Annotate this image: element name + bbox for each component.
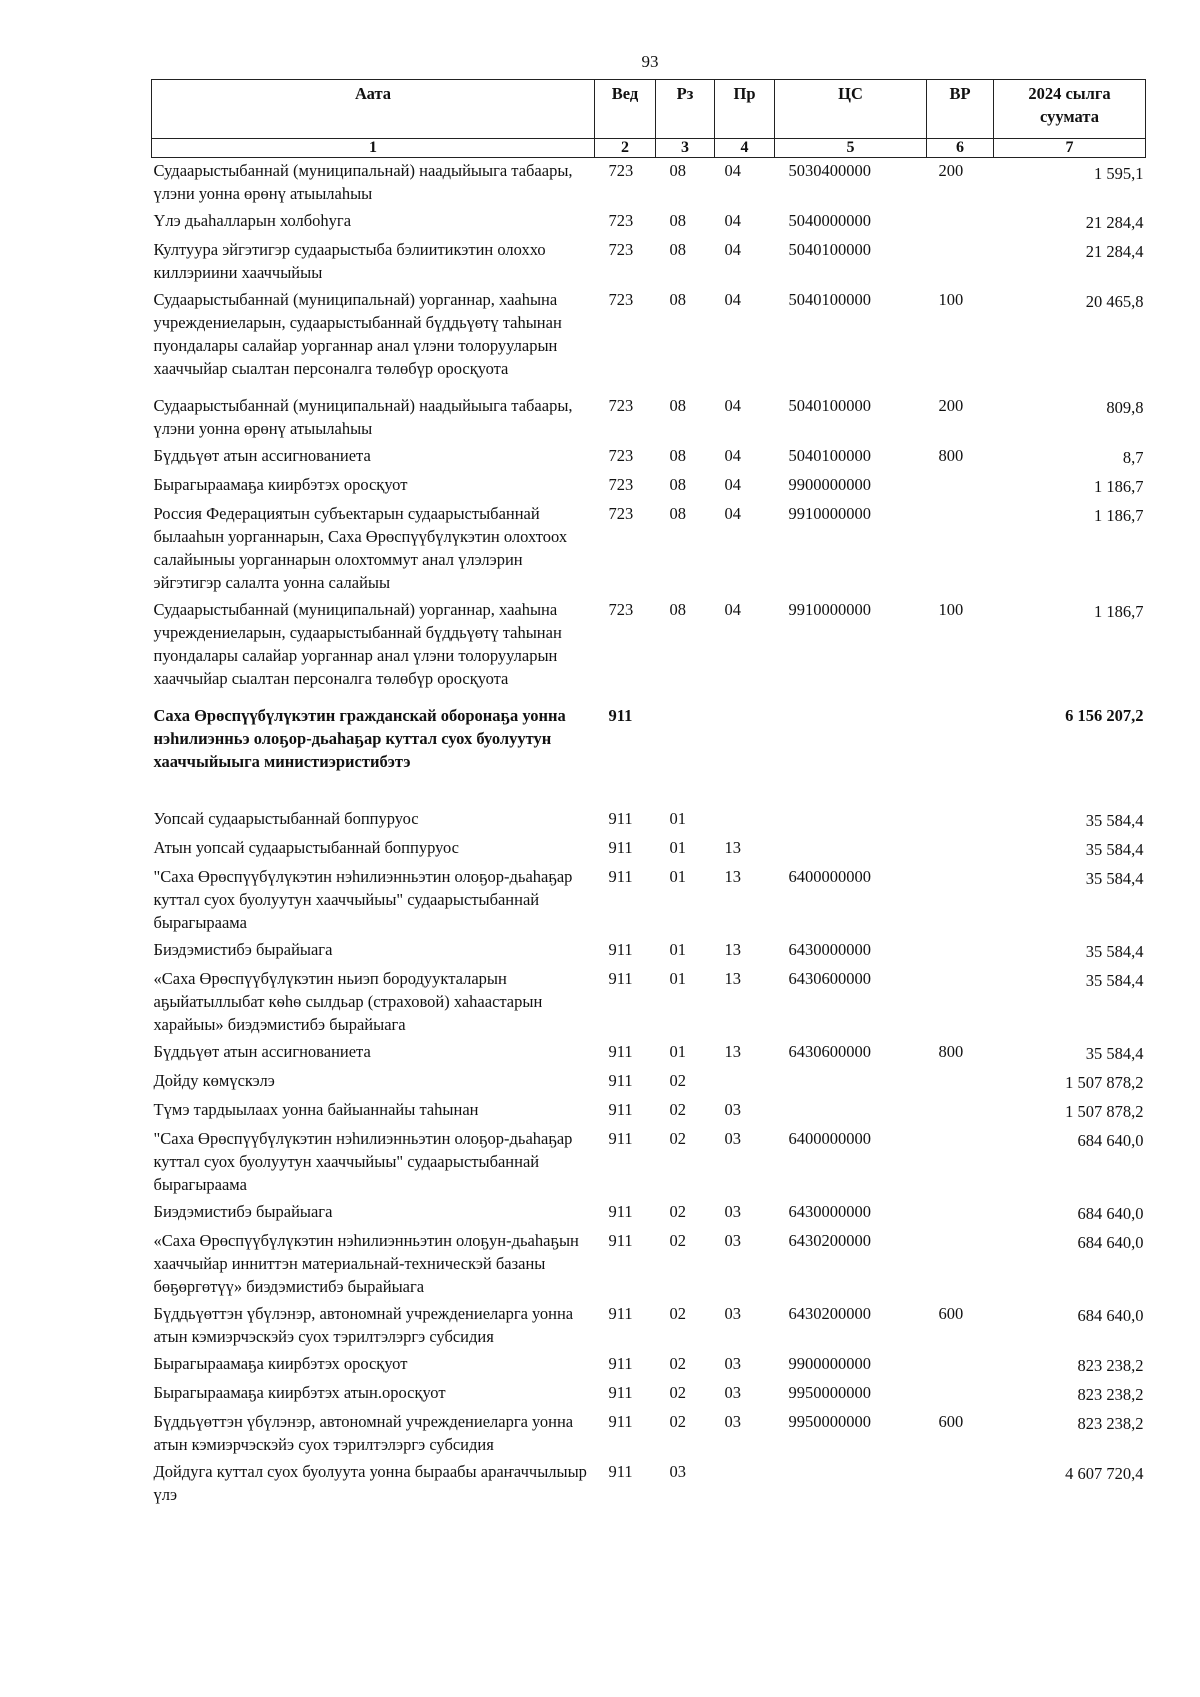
cell-rz: 02 [669, 1231, 686, 1250]
header-ved: Вед [595, 80, 656, 139]
column-number: 6 [927, 139, 994, 158]
cell-cs: 9900000000 [788, 475, 871, 494]
cell-sum: 823 238,2 [1077, 1356, 1144, 1375]
cell-cs: 6430600000 [788, 1042, 871, 1061]
cell-name: Бүддьүөттэн үбүлэнэр, автономнай учреждениеларга уонна атын кэмиэрчэскэйэ суох тэрилтэлэргэ субсидия [153, 1412, 574, 1454]
cell-name: Россия Федерациятын субъектарын судаарыстыбаннай былааһын уорганнарын, Саха Өрөспүүбүлүкэтин олохтоох салайыныы уорганнарын олохтоммут анал үлэлэрин эйгэтигэр салалта уонна салайыы [153, 504, 568, 592]
cell-rz: 08 [669, 446, 686, 465]
cell-sum: 35 584,4 [1085, 869, 1144, 888]
cell-sum: 21 284,4 [1085, 213, 1144, 232]
header-pr: Пр [715, 80, 775, 139]
header-sum: 2024 сылга суумата [994, 80, 1146, 139]
cell-vr: 200 [938, 161, 964, 180]
header-rz: Рз [656, 80, 715, 139]
cell-vr [927, 702, 994, 805]
cell-pr: 04 [724, 446, 741, 465]
cell-pr: 03 [724, 1354, 741, 1373]
table-row [152, 1379, 1146, 1408]
cell-vr [927, 207, 994, 236]
cell-pr [715, 1067, 775, 1096]
cell-sum: 684 640,0 [1077, 1233, 1144, 1252]
cell-cs: 9900000000 [788, 1354, 871, 1373]
cell-vr [927, 965, 994, 1038]
cell-vr: 800 [938, 1042, 964, 1061]
cell-rz: 08 [669, 240, 686, 259]
cell-cs: 5040100000 [788, 290, 871, 309]
cell-sum: 809,8 [1106, 398, 1144, 417]
cell-sum: 1 507 878,2 [1065, 1073, 1144, 1092]
cell-ved: 723 [608, 240, 634, 259]
cell-ved: 723 [608, 475, 634, 494]
cell-pr: 03 [724, 1202, 741, 1221]
cell-vr: 600 [938, 1412, 964, 1431]
cell-ved: 911 [608, 940, 633, 959]
cell-name: Култуура эйгэтигэр судаарыстыба бэлиитикэтин олоххо киллэриини хааччыйыы [153, 240, 546, 282]
cell-pr: 03 [724, 1129, 741, 1148]
cell-sum: 1 186,7 [1094, 506, 1144, 525]
column-number: 4 [715, 139, 775, 158]
cell-rz: 01 [669, 867, 686, 886]
cell-ved: 911 [608, 809, 633, 828]
table-row [152, 471, 1146, 500]
cell-pr: 13 [724, 940, 741, 959]
cell-name: "Саха Өрөспүүбүлүкэтин нэһилиэнньэтин олоҕор-дьаһаҕар куттал суох буолуутун хааччыйыы" судаарыстыбаннай бырагыраама [153, 867, 573, 932]
cell-rz: 02 [669, 1202, 686, 1221]
table-row [152, 1458, 1146, 1508]
cell-vr [927, 1198, 994, 1227]
cell-name: Дойдуга куттал суох буолуута уонна быраабы араҥаччылыыр үлэ [153, 1462, 587, 1504]
cell-cs: 6430000000 [788, 940, 871, 959]
cell-vr [927, 1227, 994, 1300]
cell-cs: 6430600000 [788, 969, 871, 988]
cell-rz: 08 [669, 290, 686, 309]
cell-rz: 02 [669, 1412, 686, 1431]
cell-cs: 5040100000 [788, 446, 871, 465]
column-number: 3 [656, 139, 715, 158]
cell-cs: 9910000000 [788, 600, 871, 619]
cell-cs [775, 1458, 927, 1508]
cell-vr [927, 500, 994, 596]
cell-ved: 723 [608, 396, 634, 415]
cell-vr: 100 [938, 600, 964, 619]
header-name: Аата [152, 80, 595, 139]
cell-pr: 04 [724, 600, 741, 619]
cell-name: Судаарыстыбаннай (муниципальнай) уорганнар, хааһына учреждениеларын, судаарыстыбаннай бүддьүөтү таһынан пуондалары салайар уорганнар анал үлэни толорууларын хааччыйар сыалтан персоналга төлөбүр оросқуота [153, 290, 562, 378]
cell-vr [927, 1067, 994, 1096]
cell-sum: 35 584,4 [1085, 942, 1144, 961]
cell-sum: 823 238,2 [1077, 1414, 1144, 1433]
cell-sum: 684 640,0 [1077, 1306, 1144, 1325]
cell-pr: 03 [724, 1304, 741, 1323]
page-number: 93 [641, 52, 659, 71]
cell-vr [927, 1125, 994, 1198]
cell-pr: 13 [724, 1042, 741, 1061]
cell-cs [775, 805, 927, 834]
header-vr: ВР [927, 80, 994, 139]
header-cs: ЦС [775, 80, 927, 139]
cell-vr: 600 [938, 1304, 964, 1323]
column-number: 2 [595, 139, 656, 158]
cell-pr: 03 [724, 1100, 741, 1119]
cell-cs: 9950000000 [788, 1412, 871, 1431]
cell-rz: 08 [669, 504, 686, 523]
cell-pr: 04 [724, 396, 741, 415]
cell-sum: 35 584,4 [1085, 1044, 1144, 1063]
cell-pr: 13 [724, 969, 741, 988]
column-number: 5 [775, 139, 927, 158]
cell-name: Бүддьүөттэн үбүлэнэр, автономнай учреждениеларга уонна атын кэмиэрчэскэйэ суох тэрилтэлэргэ субсидия [153, 1304, 574, 1346]
column-number: 7 [994, 139, 1146, 158]
cell-cs: 6430000000 [788, 1202, 871, 1221]
cell-vr [927, 1350, 994, 1379]
cell-rz: 03 [669, 1462, 686, 1481]
cell-vr [927, 863, 994, 936]
cell-vr: 100 [938, 290, 964, 309]
cell-vr [927, 805, 994, 834]
cell-rz: 02 [669, 1129, 686, 1148]
cell-pr: 04 [724, 161, 741, 180]
table-row [152, 1227, 1146, 1300]
cell-sum: 684 640,0 [1077, 1204, 1144, 1223]
cell-ved: 911 [608, 706, 633, 725]
table-row [152, 500, 1146, 596]
cell-cs: 9910000000 [788, 504, 871, 523]
cell-rz: 02 [669, 1100, 686, 1119]
table-row [152, 1125, 1146, 1198]
table-row [152, 702, 1146, 805]
cell-name: Уопсай судаарыстыбаннай боппуруос [153, 809, 419, 828]
cell-cs: 9950000000 [788, 1383, 871, 1402]
table-row [152, 965, 1146, 1038]
cell-vr [927, 1458, 994, 1508]
cell-pr: 04 [724, 504, 741, 523]
cell-rz [656, 702, 715, 805]
table-row [152, 286, 1146, 392]
cell-pr: 04 [724, 475, 741, 494]
cell-ved: 911 [608, 1202, 633, 1221]
column-number: 1 [152, 139, 595, 158]
cell-pr: 04 [724, 211, 741, 230]
cell-ved: 723 [608, 504, 634, 523]
cell-name: Бүддьүөт атын ассигнованиета [153, 1042, 371, 1061]
cell-ved: 911 [608, 838, 633, 857]
cell-ved: 911 [608, 1304, 633, 1323]
cell-sum: 1 595,1 [1094, 164, 1144, 183]
cell-ved: 911 [608, 969, 633, 988]
cell-rz: 08 [669, 396, 686, 415]
cell-vr [927, 471, 994, 500]
cell-sum: 35 584,4 [1085, 811, 1144, 830]
cell-rz: 08 [669, 161, 686, 180]
cell-sum: 8,7 [1122, 448, 1144, 467]
cell-name: «Саха Өрөспүүбүлүкэтин нэһилиэнньэтин олоҕун-дьаһаҕын хааччыйар инниттэн материальнай-техническэй базаны бөҕөргөтүү» биэдэмистибэ бырайыага [153, 1231, 579, 1296]
cell-rz: 08 [669, 475, 686, 494]
cell-ved: 723 [608, 211, 634, 230]
cell-pr: 03 [724, 1383, 741, 1402]
cell-name: Үлэ дьаһалларын холбоһуга [153, 211, 352, 230]
cell-name: Дойду көмүскэлэ [153, 1071, 275, 1090]
table-row [152, 1067, 1146, 1096]
cell-rz: 01 [669, 838, 686, 857]
table-row [152, 805, 1146, 834]
cell-ved: 723 [608, 161, 634, 180]
cell-ved: 723 [608, 600, 634, 619]
cell-pr: 04 [724, 290, 741, 309]
cell-rz: 01 [669, 940, 686, 959]
cell-rz: 02 [669, 1354, 686, 1373]
cell-vr: 200 [938, 396, 964, 415]
cell-vr [927, 236, 994, 286]
cell-name: Бырагыраамаҕа киирбэтэх оросқуот [153, 1354, 408, 1373]
cell-sum: 6 156 207,2 [1065, 706, 1144, 725]
cell-sum: 823 238,2 [1077, 1385, 1144, 1404]
cell-sum: 1 186,7 [1094, 477, 1144, 496]
table-row [152, 1300, 1146, 1350]
table-body [152, 158, 1146, 1509]
table-header [152, 80, 1146, 158]
cell-cs: 5040100000 [788, 240, 871, 259]
cell-sum: 1 186,7 [1094, 602, 1144, 621]
cell-rz: 01 [669, 1042, 686, 1061]
cell-pr [715, 702, 775, 805]
cell-pr: 03 [724, 1231, 741, 1250]
cell-rz: 02 [669, 1071, 686, 1090]
table-row [152, 1408, 1146, 1458]
cell-ved: 911 [608, 1042, 633, 1061]
cell-cs: 6430200000 [788, 1231, 871, 1250]
cell-ved: 911 [608, 1383, 633, 1402]
cell-rz: 01 [669, 969, 686, 988]
table-row [152, 1096, 1146, 1125]
cell-ved: 723 [608, 446, 634, 465]
cell-cs: 5030400000 [788, 161, 871, 180]
cell-name: "Саха Өрөспүүбүлүкэтин нэһилиэнньэтин олоҕор-дьаһаҕар куттал суох буолуутун хааччыйыы" судаарыстыбаннай бырагыраама [153, 1129, 573, 1194]
cell-cs: 6400000000 [788, 867, 871, 886]
table-row [152, 1038, 1146, 1067]
cell-name: Бүддьүөт атын ассигнованиета [153, 446, 371, 465]
cell-name: Биэдэмистибэ бырайыага [153, 940, 333, 959]
cell-ved: 911 [608, 1129, 633, 1148]
table-row [152, 1350, 1146, 1379]
cell-pr: 13 [724, 867, 741, 886]
cell-cs [775, 1096, 927, 1125]
cell-cs [775, 1067, 927, 1096]
table-row [152, 863, 1146, 936]
table-row [152, 207, 1146, 236]
cell-pr [715, 1458, 775, 1508]
table-row [152, 392, 1146, 442]
table-row [152, 1198, 1146, 1227]
cell-pr: 03 [724, 1412, 741, 1431]
cell-cs: 5040100000 [788, 396, 871, 415]
cell-cs: 6400000000 [788, 1129, 871, 1148]
cell-vr: 800 [938, 446, 964, 465]
cell-name: Түмэ тардыылаах уонна байыаннайы таһынан [153, 1100, 479, 1119]
table-row [152, 834, 1146, 863]
cell-ved: 911 [608, 1071, 633, 1090]
cell-pr: 04 [724, 240, 741, 259]
cell-cs [775, 834, 927, 863]
cell-vr [927, 1379, 994, 1408]
cell-cs: 5040000000 [788, 211, 871, 230]
cell-vr [927, 936, 994, 965]
cell-ved: 911 [608, 1354, 633, 1373]
cell-vr [927, 1096, 994, 1125]
table-row [152, 936, 1146, 965]
cell-name: Судаарыстыбаннай (муниципальнай) уорганнар, хааһына учреждениеларын, судаарыстыбаннай бүддьүөтү таһынан пуондалары салайар уорганнар анал үлэни толорууларын хааччыйар сыалтан персоналга төлөбүр оросқуота [153, 600, 562, 688]
cell-sum: 684 640,0 [1077, 1131, 1144, 1150]
cell-pr: 13 [724, 838, 741, 857]
cell-ved: 911 [608, 1412, 633, 1431]
budget-table [151, 79, 1146, 1508]
cell-ved: 911 [608, 1462, 633, 1481]
table-row [152, 442, 1146, 471]
cell-vr [927, 834, 994, 863]
cell-rz: 02 [669, 1383, 686, 1402]
cell-ved: 911 [608, 867, 633, 886]
cell-ved: 911 [608, 1231, 633, 1250]
cell-rz: 08 [669, 211, 686, 230]
cell-sum: 4 607 720,4 [1065, 1464, 1144, 1483]
cell-rz: 08 [669, 600, 686, 619]
cell-sum: 20 465,8 [1085, 292, 1144, 311]
cell-name: Биэдэмистибэ бырайыага [153, 1202, 333, 1221]
cell-name: Бырагыраамаҕа киирбэтэх оросқуот [153, 475, 408, 494]
cell-sum: 35 584,4 [1085, 840, 1144, 859]
table-row [152, 158, 1146, 208]
cell-sum: 35 584,4 [1085, 971, 1144, 990]
cell-ved: 723 [608, 290, 634, 309]
cell-cs: 6430200000 [788, 1304, 871, 1323]
cell-rz: 01 [669, 809, 686, 828]
table-row [152, 236, 1146, 286]
cell-name: Атын уопсай судаарыстыбаннай боппуруос [153, 838, 459, 857]
cell-pr [715, 805, 775, 834]
table-row [152, 596, 1146, 702]
cell-name: Саха Өрөспүүбүлүкэтин гражданскай оборонаҕа уонна нэһилиэнньэ олоҕор-дьаһаҕар куттал суох буолуутун хааччыйыыга министиэристибэтэ [153, 706, 566, 771]
cell-ved: 911 [608, 1100, 633, 1119]
cell-name: Судаарыстыбаннай (муниципальнай) наадыйыыга табаары, үлэни уонна өрөнү атыылаһыы [153, 396, 573, 438]
cell-sum: 1 507 878,2 [1065, 1102, 1144, 1121]
cell-cs [775, 702, 927, 805]
cell-name: Судаарыстыбаннай (муниципальнай) наадыйыыга табаары, үлэни уонна өрөнү атыылаһыы [153, 161, 573, 203]
cell-sum: 21 284,4 [1085, 242, 1144, 261]
cell-rz: 02 [669, 1304, 686, 1323]
cell-name: «Саха Өрөспүүбүлүкэтин ньиэп бородуукталарын аҕыйатыллыбат кѳһѳ сылдьар (страховой) хаһаастарын харайыы» биэдэмистибэ бырайыага [153, 969, 543, 1034]
cell-name: Бырагыраамаҕа киирбэтэх атын.оросқуот [153, 1383, 446, 1402]
